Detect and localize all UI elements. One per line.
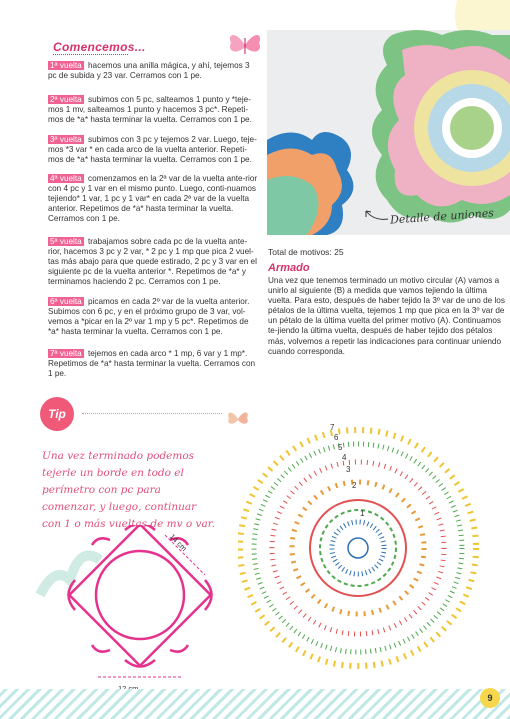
round-4-text: comenzamos en la 2ª var de la vuelta ante-rior con 4 pc y 1 var en el mismo punto. Luego, conti-nuamos tejiendo* 1 var, 1 pc y 1 var* en cada 2ª var de la vuelta anterior. Repetimos de *a* hasta terminar la vuelta. Cerramos con 1 pe. [48, 174, 258, 224]
diagonal-label: 14 cm [167, 532, 189, 553]
round-5-instructions [48, 237, 260, 287]
round-label-7: 7 [330, 423, 335, 432]
tip-badge: Tip [40, 397, 74, 431]
round-1-badge: 1ª vuelta [50, 61, 82, 70]
round-6-instructions [48, 297, 260, 337]
butterfly-icon [225, 28, 265, 62]
round-label-2: 2 [352, 481, 357, 490]
title-underline [53, 54, 128, 55]
round-label-4: 4 [342, 453, 347, 462]
border-schematic [30, 525, 220, 685]
caption-arrow-icon [360, 205, 390, 225]
round-1-text: hacemos una anilla mágica, y ahí, tejemos 3 pc de subida y 23 var. Cerramos con 1 pe. [48, 61, 250, 81]
round-7-badge: 7ª vuelta [50, 349, 82, 358]
round-7-text: tejemos en cada arco * 1 mp, 6 var y 1 mp*. Repetimos de *a* hasta terminar la vuelta. Cerramos con 1 pe. [48, 349, 256, 379]
round-6-badge: 6ª vuelta [50, 297, 82, 306]
round-4-instructions [48, 174, 260, 224]
round-3-text: subimos con 3 pc y tejemos 2 var. Luego, teje-mos *3 var * en cada arco de la vuelta anterior. Repeti-mos de *a* hasta terminar la vuelta. Cerramos con 1 pe. [48, 135, 257, 165]
round-label-3: 3 [346, 465, 351, 474]
round-2-badge: 2ª vuelta [50, 95, 82, 104]
total-motifs: Total de motivos: 25 [268, 247, 344, 257]
section-title: Comencemos... [53, 40, 146, 54]
tip-divider [82, 413, 222, 414]
round-label-5: 5 [338, 443, 343, 452]
armado-text: Una vez que tenemos terminado un motivo circular (A) vamos a unirlo al siguiente (B) a medida que vamos tejiendo la última vuelta. Para esto, después de haber tejido la 3º var de uno de los pétalos de la última vuelta, tejemos 1 mp que pica en la 3º var de un pétalo de la última vuelta del primer motivo (A). Continuamos te-jiendo la última vuelta, después de haber tejido dos pétalos más, volvemos a repetir las indicaciones para continuar uniendo cuando corresponda. [268, 276, 505, 356]
page-number: 9 [480, 688, 500, 708]
round-1-instructions [48, 61, 260, 81]
round-label-1: 1 [360, 509, 365, 518]
round-3-badge: 3ª vuelta [50, 135, 82, 144]
photo-caption: Detalle de uniones [389, 206, 495, 227]
round-label-6: 6 [334, 433, 339, 442]
round-3-instructions [48, 135, 260, 165]
round-5-badge: 5ª vuelta [50, 237, 82, 246]
round-2-text: subimos con 5 pc, salteamos 1 punto y *teje-mos 1 mv, salteamos 1 punto y hacemos 3 pc*. Repeti-mos de *a* hasta terminar la vuelta. Cerramos con 1 pe. [48, 95, 252, 125]
round-7-instructions [48, 349, 260, 379]
round-4-badge: 4ª vuelta [50, 174, 82, 183]
round-2-instructions [48, 95, 260, 125]
footer-stripe [0, 689, 510, 719]
tip-text: Una vez terminado podemos tejerle un borde en todo el perímetro con pc para comenzar, y luego, continuar con 1 o más vueltas de mv o var. [42, 450, 215, 530]
armado-title: Armado [268, 262, 310, 274]
crochet-chart [238, 420, 488, 678]
round-6-text: picamos en cada 2º var de la vuelta anterior. Subimos con 6 pc, y en el próximo grupo de 3 var, vol-vemos a *picar en la 2º var 1 mp y 5 pc*. Repetimos de *a* hasta terminar la vuelta. Cerramos con 1 pe. [48, 297, 250, 337]
round-5-text: trabajamos sobre cada pc de la vuelta ante-rior, hacemos 3 pc y 2 var, * 2 pc y 1 mp que pica 2 vuel-tas más abajo para que quede estirado, 2 pc y 3 var en el siguiente pc de la vuelta anterior *. Repetimos de *a* y terminamos haciendo 2 pc. Cerramos con 1 pe. [48, 237, 257, 287]
